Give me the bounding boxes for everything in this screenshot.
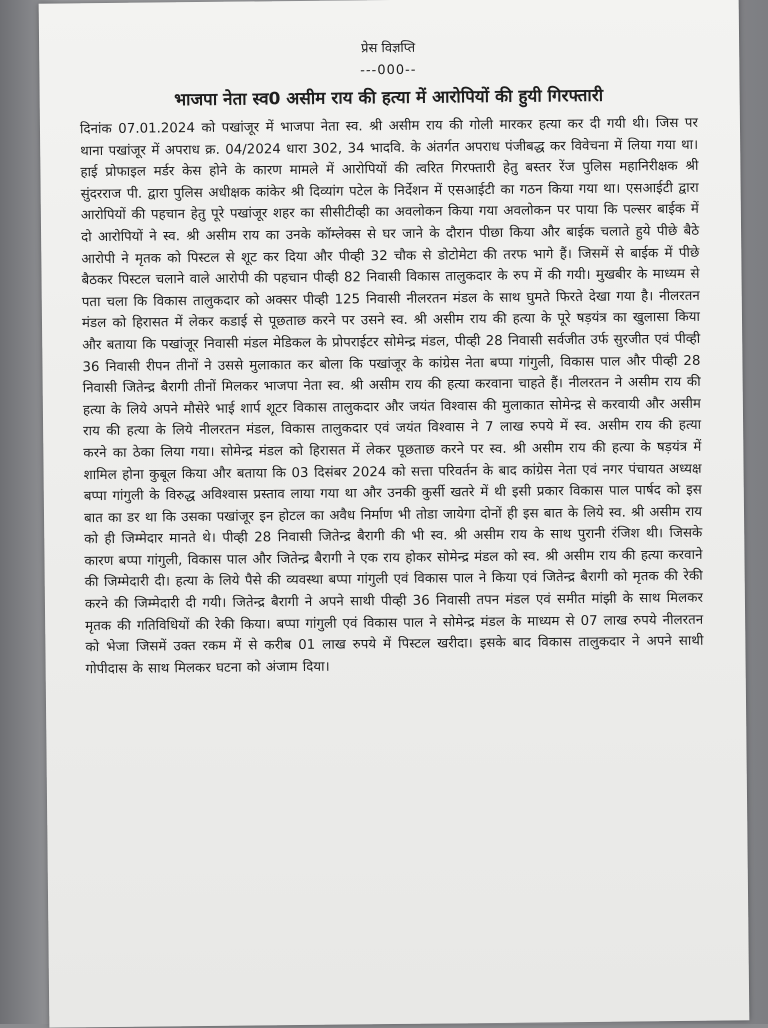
press-release-content [79, 37, 704, 681]
body-paragraph: दिनांक 07.01.2024 को पखांजूर में भाजपा नेता स्व. श्री असीम राय की गोली मारकर हत्या कर दी गयी थी। जिस पर थाना पखांजूर में अपराध क्र. 04/2024 धारा 302, 34 भादवि. के अंतर्गत अपराध पंजीबद्ध कर विवेचना में लिया गया था। हाई प्रोफाइल मर्डर केस होने के कारण मामले में आरोपियों की त्वरित गिरफ्तारी हेतु बस्तर रेंज पुलिस महानिरीक्षक श्री सुंदरराज पी. द्वारा पुलिस अधीक्षक कांकेर श्री दिव्यांग पटेल के निर्देशन में एसआईटी का गठन किया गया था। एसआईटी द्वारा आरोपियों की पहचान हेतु पूरे पखांजूर शहर का सीसीटीव्ही का अवलोकन किया गया अवलोकन पर पाया कि पल्सर बाईक में दो आरोपियों ने स्व. श्री असीम राय का उनके कॉम्लेक्स से घर जाने के दौरान पीछा किया और बाईक चलाते हुये पीछे बैठे आरोपी ने मृतक को पिस्टल से शूट कर दिया और पीव्ही 32 चौक से डोटोमेटा की तरफ भागे हैं। जिसमें से बाईक में पीछे बैठकर पिस्टल चलाने वाले आरोपी की पहचान पीव्ही 82 निवासी विकास तालुकदार के रुप में की गयी। मुखबीर के माध्यम से पता चला कि विकास तालुकदार को अक्सर पीव्ही 125 निवासी नीलरतन मंडल के साथ घुमते फिरते देखा गया है। नीलरतन मंडल को हिरासत में लेकर कडाई से पूछताछ करने पर उसने स्व. श्री असीम राय की हत्या के पूरे षड़यंत्र का खुलासा किया और बताया कि पखांजूर निवासी मंडल मेडिकल के प्रोपराईटर सोमेन्द्र मंडल, पीव्ही 28 निवासी सर्वजीत उर्फ सुरजीत एवं पीव्ही 36 निवासी रीपन तीनों ने उससे मुलाकात कर बोला कि पखांजूर के कांग्रेस नेता बप्पा गांगुली, विकास पाल और पीव्ही 28 निवासी जितेन्द्र बैरागी तीनों मिलकर भाजपा नेता स्व. श्री असीम राय की हत्या करवाना चाहते हैं। नीलरतन ने असीम राय की हत्या के लिये अपने मौसेरे भाई शार्प शूटर विकास तालुकदार और जयंत विश्वास की मुलाकात सोमेन्द्र से करवायी और असीम राय की हत्या के लिये नीलरतन मंडल, विकास तालुकदार एवं जयंत विश्वास ने 7 लाख रुपये में स्व. असीम राय की हत्या करने का ठेका लिया गया। सोमेन्द्र मंडल को हिरासत में लेकर पूछताछ करने पर स्व. श्री असीम राय की हत्या के षड़यंत्र में शामिल होना कुबूल किया और बताया कि 03 दिसंबर 2024 को सत्ता परिवर्तन के बाद कांग्रेस नेता एवं नगर पंचायत अध्यक्ष बप्पा गांगुली के विरुद्ध अविश्वास प्रस्ताव लाया गया था और उनकी कुर्सी खतरे में थी इसी प्रकार विकास पाल पार्षद को इस बात का डर था कि उसका पखांजूर इन होटल का अवैध निर्माण भी तोडा जायेगा दोनों ही इस बात के लिये स्व. श्री असीम राय को ही जिम्मेदार मानते थे। पीव्ही 28 निवासी जितेन्द्र बैरागी की भी स्व. श्री असीम राय के साथ पुरानी रंजिश थी। जिसके कारण बप्पा गांगुली, विकास पाल और जितेन्द्र बैरागी ने एक राय होकर सोमेन्द्र मंडल को स्व. श्री असीम राय की हत्या करवाने की जिम्मेदारी दी। हत्या के लिये पैसे की व्यवस्था बप्पा गांगुली एवं विकास पाल ने किया एवं जितेन्द्र बैरागी को मृतक की रेकी करने की जिम्मेदारी दी गयी। जितेन्द्र बैरागी ने अपने साथी पीव्ही 36 निवासी तपन मंडल एवं समीत मांझी के साथ मिलकर मृतक की गतिविधियों की रेकी किया। बप्पा गांगुली एवं विकास पाल ने सोमेन्द्र मंडल के माध्यम से 07 लाख रुपये नीलरतन को भेजा जिसमें उक्त रकम में से करीब 01 लाख रुपये में पिस्टल खरीदा। इसके बाद विकास तालुकदार ने अपने साथी गोपीदास के साथ मिलकर घटना को अंजाम दिया। [79, 115, 704, 678]
heading-separator: ---000-- [360, 62, 417, 79]
paper-sheet [39, 0, 750, 1028]
document-heading: प्रेस विज्ञप्ति [361, 40, 416, 57]
headline: भाजपा नेता स्व0 असीम राय की हत्या में आरोपियों की हुयी गिरफ्तारी [174, 85, 604, 111]
